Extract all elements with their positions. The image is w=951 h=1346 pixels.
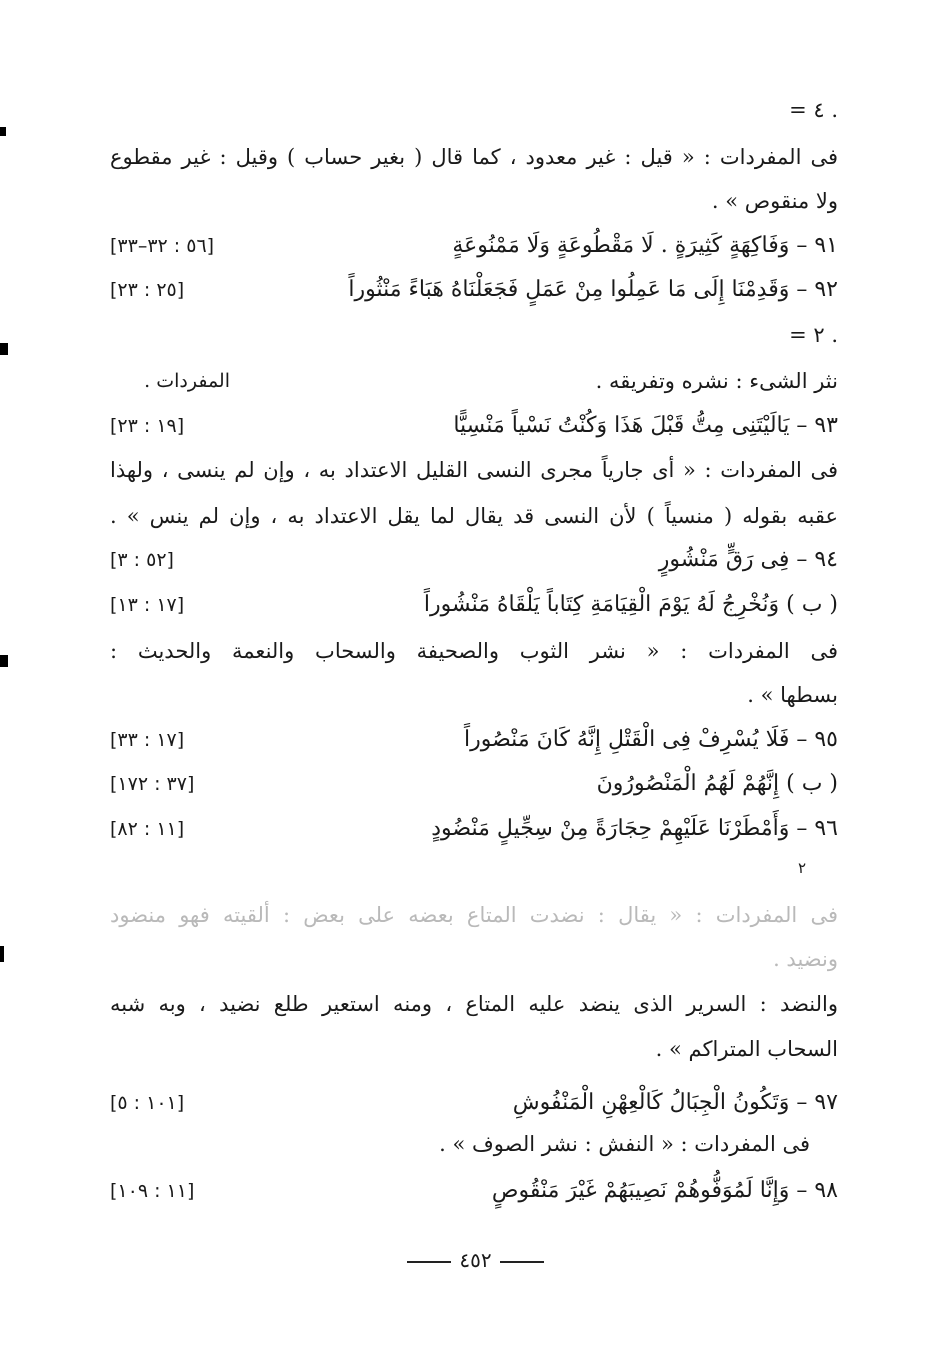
verse-line: ٩٤ – فِى رَقٍّ مَنْشُورٍ: [658, 547, 838, 572]
verse-reference: [٣٧ : ١٧٢]: [110, 773, 195, 795]
scan-mark: [0, 343, 8, 355]
verse-reference: [٥٦ : ٣٢–٣٣]: [110, 235, 215, 257]
verse-reference: [١١ : ٨٢]: [110, 818, 185, 840]
verse-line: ٩٦ – وَأَمْطَرْنَا عَلَيْهِمْ حِجَارَةً مِنْ سِجِّيلٍ مَنْضُودٍ: [431, 816, 838, 841]
verse-line: ٩١ – وَفَاكِهَةٍ كَثِيرَةٍ . لَا مَقْطُوعَةٍ وَلَا مَمْنُوعَةٍ: [452, 233, 838, 258]
section-marker: . ٢ =: [789, 323, 838, 347]
commentary-line: فى المفردات : « قيل : غير معدود ، كما قال ( بغير حساب ) وقيل : غير مقطوع: [110, 145, 838, 169]
footer-dash: [500, 1261, 544, 1263]
verse-reference: [١٩ : ٢٣]: [110, 415, 185, 437]
verse-line: ٩٣ – يَالَيْتَنِى مِتُّ قَبْلَ هَذَا وَكُنْتُ نَسْياً مَنْسِيًّا: [453, 413, 838, 438]
commentary-line: ونضيد .: [773, 947, 838, 971]
scan-mark: [0, 127, 6, 136]
source-label: المفردات .: [144, 370, 230, 392]
section-marker: . ٤ =: [789, 98, 838, 122]
verse-reference: [١٧ : ٣٣]: [110, 729, 185, 751]
page-number: ٤٥٢: [459, 1248, 492, 1272]
verse-line: ٩٢ – وَقَدِمْنَا إِلَى مَا عَمِلُوا مِنْ عَمَلٍ فَجَعَلْنَاهُ هَبَاءً مَنْثُوراً: [348, 277, 838, 302]
footer-dash: [407, 1261, 451, 1263]
commentary-line: فى المفردات : « يقال : نضدت المتاع بعضه على بعض : ألقيته فهو منضود: [110, 903, 838, 927]
verse-reference: [٥٢ : ٣]: [110, 549, 174, 571]
commentary-line: فى المفردات : « أى جارياً مجرى النسى القليل الاعتداد به ، وإن لم ينسى ، ولهذا: [110, 458, 838, 482]
verse-line: ( ب ) وَنُخْرِجُ لَهُ يَوْمَ الْقِيَامَةِ كِتَاباً يَلْقَاهُ مَنْشُوراً: [423, 592, 838, 617]
scan-mark: [0, 946, 4, 962]
verse-reference: [١١ : ١٠٩]: [110, 1180, 195, 1202]
commentary-line: فى المفردات : « النفش : نشر الصوف » .: [439, 1132, 810, 1156]
page-number-footer: [0, 1245, 951, 1275]
verse-reference: [١٧ : ١٣]: [110, 594, 185, 616]
verse-line: ( ب ) إِنَّهُمْ لَهُمُ الْمَنْصُورُونَ: [596, 771, 838, 796]
verse-line: ٩٨ – وَإِنَّا لَمُوَفُّوهُمْ نَصِيبَهُمْ غَيْرَ مَنْقُوصٍ: [491, 1178, 838, 1203]
commentary-line: السحاب المتراكم » .: [655, 1037, 838, 1061]
commentary-line: بسطها » .: [747, 683, 838, 707]
section-marker: ٢: [797, 859, 806, 877]
verse-reference: [٢٥ : ٢٣]: [110, 279, 185, 301]
verse-reference: [١٠١ : ٥]: [110, 1092, 185, 1114]
commentary-line: ولا منقوص » .: [711, 189, 838, 213]
commentary-line: فى المفردات : « نشر الثوب والصحيفة والسحاب والنعمة والحديث :: [110, 639, 838, 663]
commentary-line: والنضد : السرير الذى ينضد عليه المتاع ، ومنه استعير طلع نضيد ، وبه شبه: [110, 992, 838, 1016]
definition-line: نثر الشىء : نشره وتفريقه .: [595, 369, 838, 393]
verse-line: ٩٥ – فَلَا يُسْرِفْ فِى الْقَتْلِ إِنَّهُ كَانَ مَنْصُوراً: [464, 727, 838, 752]
commentary-line: عقبه بقوله ( منسياً ) لأن النسى قد يقال لما يقل الاعتداد به ، وإن لم ينس » .: [110, 504, 838, 528]
verse-line: ٩٧ – وَتَكُونُ الْجِبَالُ كَالْعِهْنِ الْمَنْفُوشِ: [512, 1090, 838, 1115]
scan-mark: [0, 655, 8, 667]
